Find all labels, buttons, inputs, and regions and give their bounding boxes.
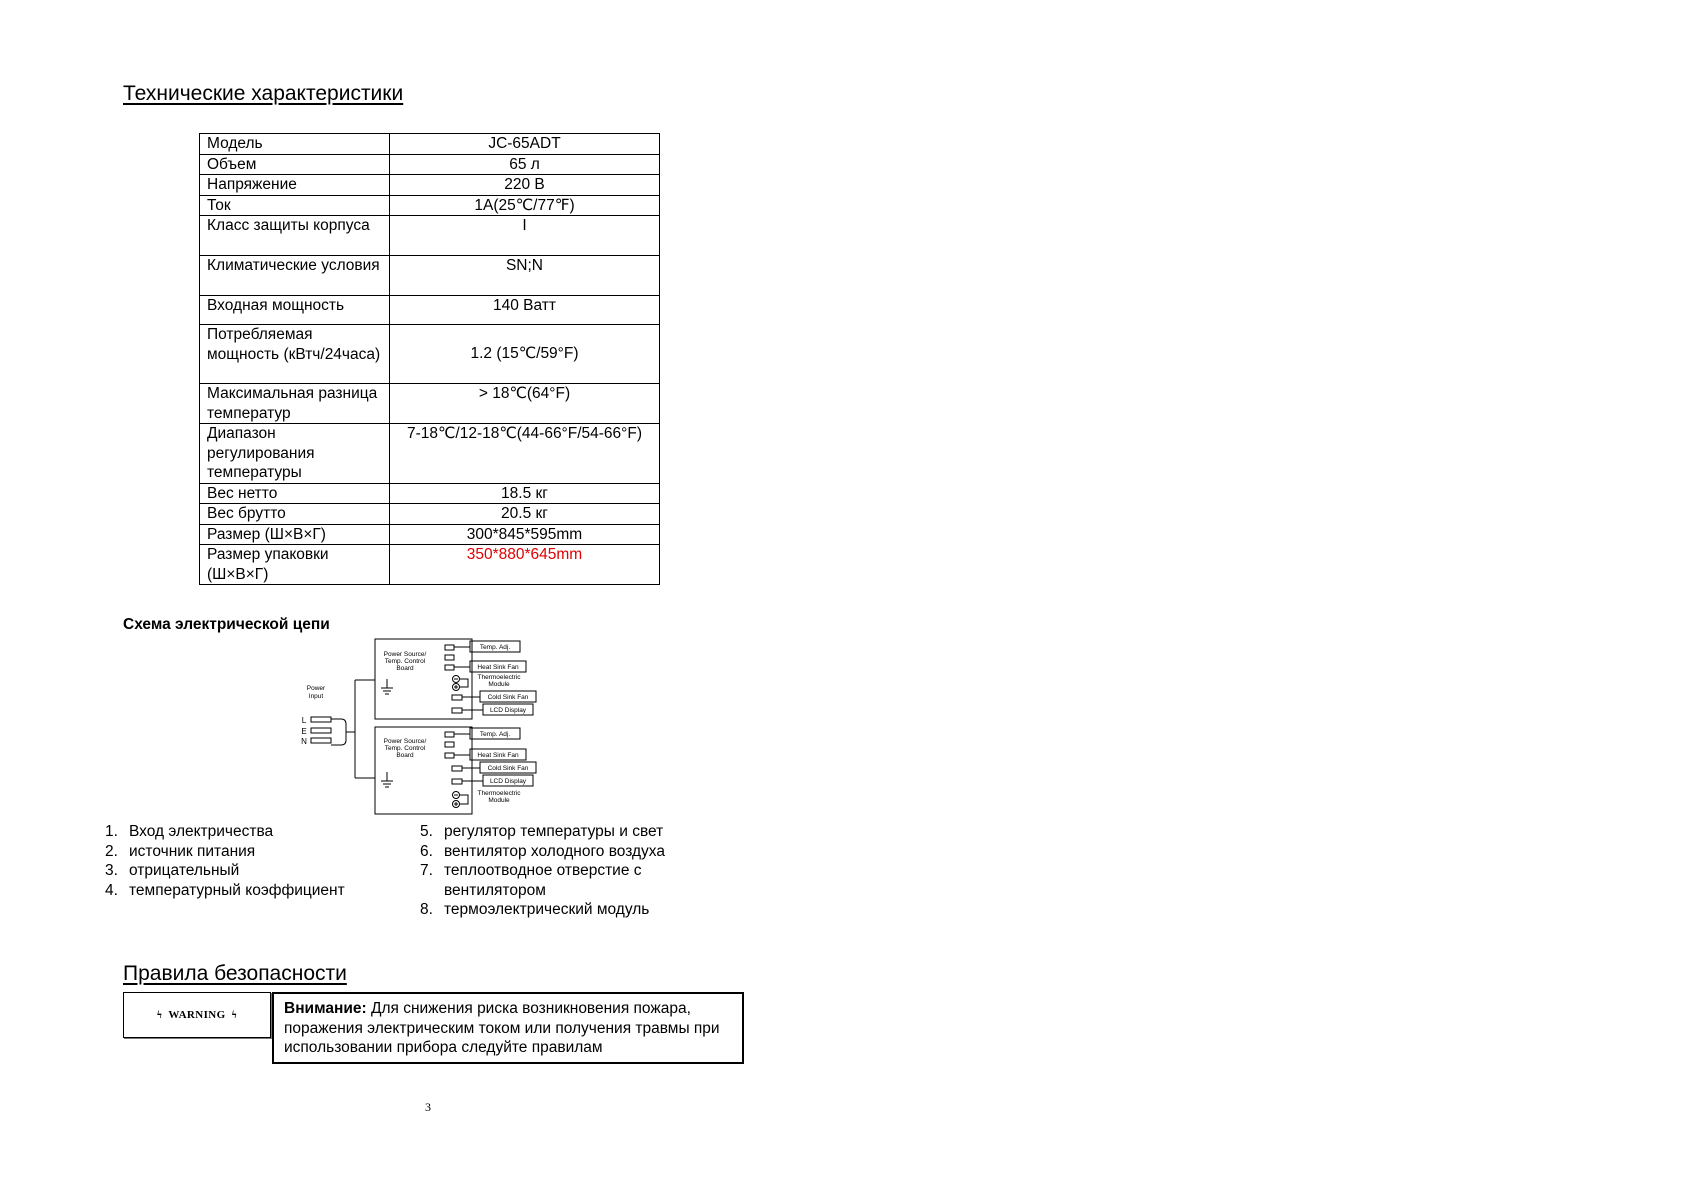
- legend-right: [420, 822, 700, 920]
- table-row: [200, 504, 660, 525]
- note-text: Для снижения риска возникновения пожара, поражения электрическим током или получения травмы при использовании прибора следуйте правилам: [284, 1000, 720, 1056]
- spec-table: [199, 133, 660, 585]
- table-row: [200, 195, 660, 216]
- connector: [452, 695, 462, 700]
- spec-label: Вес нетто: [200, 483, 390, 504]
- output-label: Module: [488, 681, 510, 688]
- board-label: Board: [396, 665, 414, 672]
- board-label: Board: [396, 752, 414, 759]
- spec-value: 140 Ватт: [390, 296, 660, 325]
- connector: [452, 779, 462, 784]
- list-item: [105, 881, 395, 901]
- spec-value: 65 л: [390, 154, 660, 175]
- input-bracket: [331, 719, 346, 745]
- output-label: LCD Display: [489, 778, 527, 785]
- board-label: Power Source/: [383, 651, 427, 658]
- list-text: термоэлектрический модуль: [444, 901, 650, 918]
- circuit-title: Схема электрической цепи: [123, 616, 330, 633]
- output-label: Heat Sink Fan: [477, 664, 519, 671]
- spec-value: 7-18℃/12-18℃(44-66°F/54-66°F): [390, 424, 660, 484]
- circuit-diagram: [295, 632, 560, 822]
- list-number: 4.: [105, 881, 118, 899]
- ground-symbol: [381, 772, 393, 787]
- output-label: Temp. Adj.: [479, 731, 511, 738]
- table-row: [200, 384, 660, 424]
- output-label: Module: [488, 797, 510, 804]
- spec-label: Потребляемая мощность (кВтч/24часа): [200, 325, 390, 384]
- spec-label: Класс защиты корпуса: [200, 216, 390, 256]
- list-number: 6.: [420, 842, 433, 860]
- warning-note: [272, 992, 744, 1064]
- list-text: вентилятор холодного воздуха: [444, 842, 665, 860]
- list-item: [105, 822, 395, 842]
- spec-label: Объем: [200, 154, 390, 175]
- table-row: [200, 175, 660, 196]
- list-text: теплоотводное отверстие с вентилятором: [444, 862, 642, 899]
- plug-e: [311, 728, 331, 733]
- spec-label: Ток: [200, 195, 390, 216]
- note-bold: Внимание:: [284, 1000, 367, 1017]
- list-item: [420, 822, 700, 842]
- spec-value-highlight: 350*880*645mm: [390, 545, 660, 585]
- spec-value: > 18℃(64°F): [390, 384, 660, 424]
- table-row: [200, 216, 660, 256]
- output-label: Cold Sink Fan: [487, 765, 529, 772]
- warning-badge: [123, 992, 271, 1038]
- list-number: 7.: [420, 862, 433, 879]
- spec-label: Размер (Ш×В×Г): [200, 524, 390, 545]
- list-item: [105, 842, 395, 862]
- safety-title: Правила безопасности: [123, 962, 347, 985]
- table-row: [200, 154, 660, 175]
- list-number: 8.: [420, 901, 433, 918]
- table-row: [200, 424, 660, 484]
- connector: [452, 766, 462, 771]
- line-label: N: [301, 737, 307, 746]
- list-text: источник питания: [129, 842, 256, 860]
- list-text: отрицательный: [129, 862, 240, 879]
- list-text: регулятор температуры и свет: [444, 823, 664, 840]
- spec-label: Вес брутто: [200, 504, 390, 525]
- list-item: [105, 861, 395, 881]
- connector: [445, 665, 454, 670]
- list-number: 2.: [105, 842, 118, 860]
- spec-value: I: [390, 216, 660, 256]
- lightning-icon: ϟ: [156, 1009, 163, 1021]
- spec-value: 1.2 (15℃/59°F): [390, 325, 660, 384]
- output-label: Thermoelectric: [477, 674, 521, 681]
- list-number: 3.: [105, 862, 118, 879]
- feed-wires: [346, 680, 375, 778]
- connector: [445, 742, 454, 747]
- table-row: [200, 325, 660, 384]
- board-label: Temp. Control: [384, 658, 426, 665]
- spec-label: Размер упаковки (Ш×В×Г): [200, 545, 390, 585]
- lightning-icon: ϟ: [231, 1009, 238, 1021]
- table-row: [200, 483, 660, 504]
- list-item: [420, 861, 700, 900]
- list-number: 5.: [420, 823, 433, 840]
- output-label: LCD Display: [489, 707, 527, 714]
- table-row: [200, 524, 660, 545]
- spec-value: JC-65ADT: [390, 134, 660, 155]
- spec-label: Климатические условия: [200, 256, 390, 296]
- connector: [445, 753, 454, 758]
- list-item: [420, 900, 700, 920]
- table-row: [200, 545, 660, 585]
- spec-label: Входная мощность: [200, 296, 390, 325]
- board-label: Temp. Control: [384, 745, 426, 752]
- spec-value: SN;N: [390, 256, 660, 296]
- line-label: L: [301, 716, 307, 725]
- spec-label: Диапазон регулирования температуры: [200, 424, 390, 484]
- table-row: [200, 296, 660, 325]
- connector: [445, 732, 454, 737]
- output-label: Cold Sink Fan: [487, 694, 529, 701]
- spec-value: 220 В: [390, 175, 660, 196]
- spec-value: 1A(25℃/77℉): [390, 195, 660, 216]
- table-row: [200, 134, 660, 155]
- connector: [452, 708, 462, 713]
- output-label: Thermoelectric: [477, 790, 521, 797]
- plug-n: [311, 738, 331, 743]
- list-text: Вход электричества: [129, 823, 274, 840]
- spec-value: 300*845*595mm: [390, 524, 660, 545]
- connector: [445, 645, 454, 650]
- connector: [445, 655, 454, 660]
- spec-label: Модель: [200, 134, 390, 155]
- legend-left: [105, 822, 395, 900]
- spec-label: Напряжение: [200, 175, 390, 196]
- power-input-label: Input: [308, 693, 324, 700]
- list-item: [420, 842, 700, 862]
- list-number: 1.: [105, 823, 118, 840]
- spec-value: 20.5 кг: [390, 504, 660, 525]
- plug-l: [311, 717, 331, 722]
- warning-label: WARNING: [168, 1009, 226, 1021]
- board-label: Power Source/: [383, 738, 427, 745]
- spec-value: 18.5 кг: [390, 483, 660, 504]
- output-label: Temp. Adj.: [479, 644, 511, 651]
- output-label: Heat Sink Fan: [477, 752, 519, 759]
- list-text: температурный коэффициент: [129, 881, 345, 899]
- line-label: E: [301, 727, 307, 736]
- power-input-label: Power: [306, 685, 326, 692]
- ground-symbol: [381, 679, 393, 694]
- page-number: 3: [425, 1100, 431, 1114]
- spec-title: Технические характеристики: [123, 82, 404, 105]
- spec-label: Максимальная разница температур: [200, 384, 390, 424]
- table-row: [200, 256, 660, 296]
